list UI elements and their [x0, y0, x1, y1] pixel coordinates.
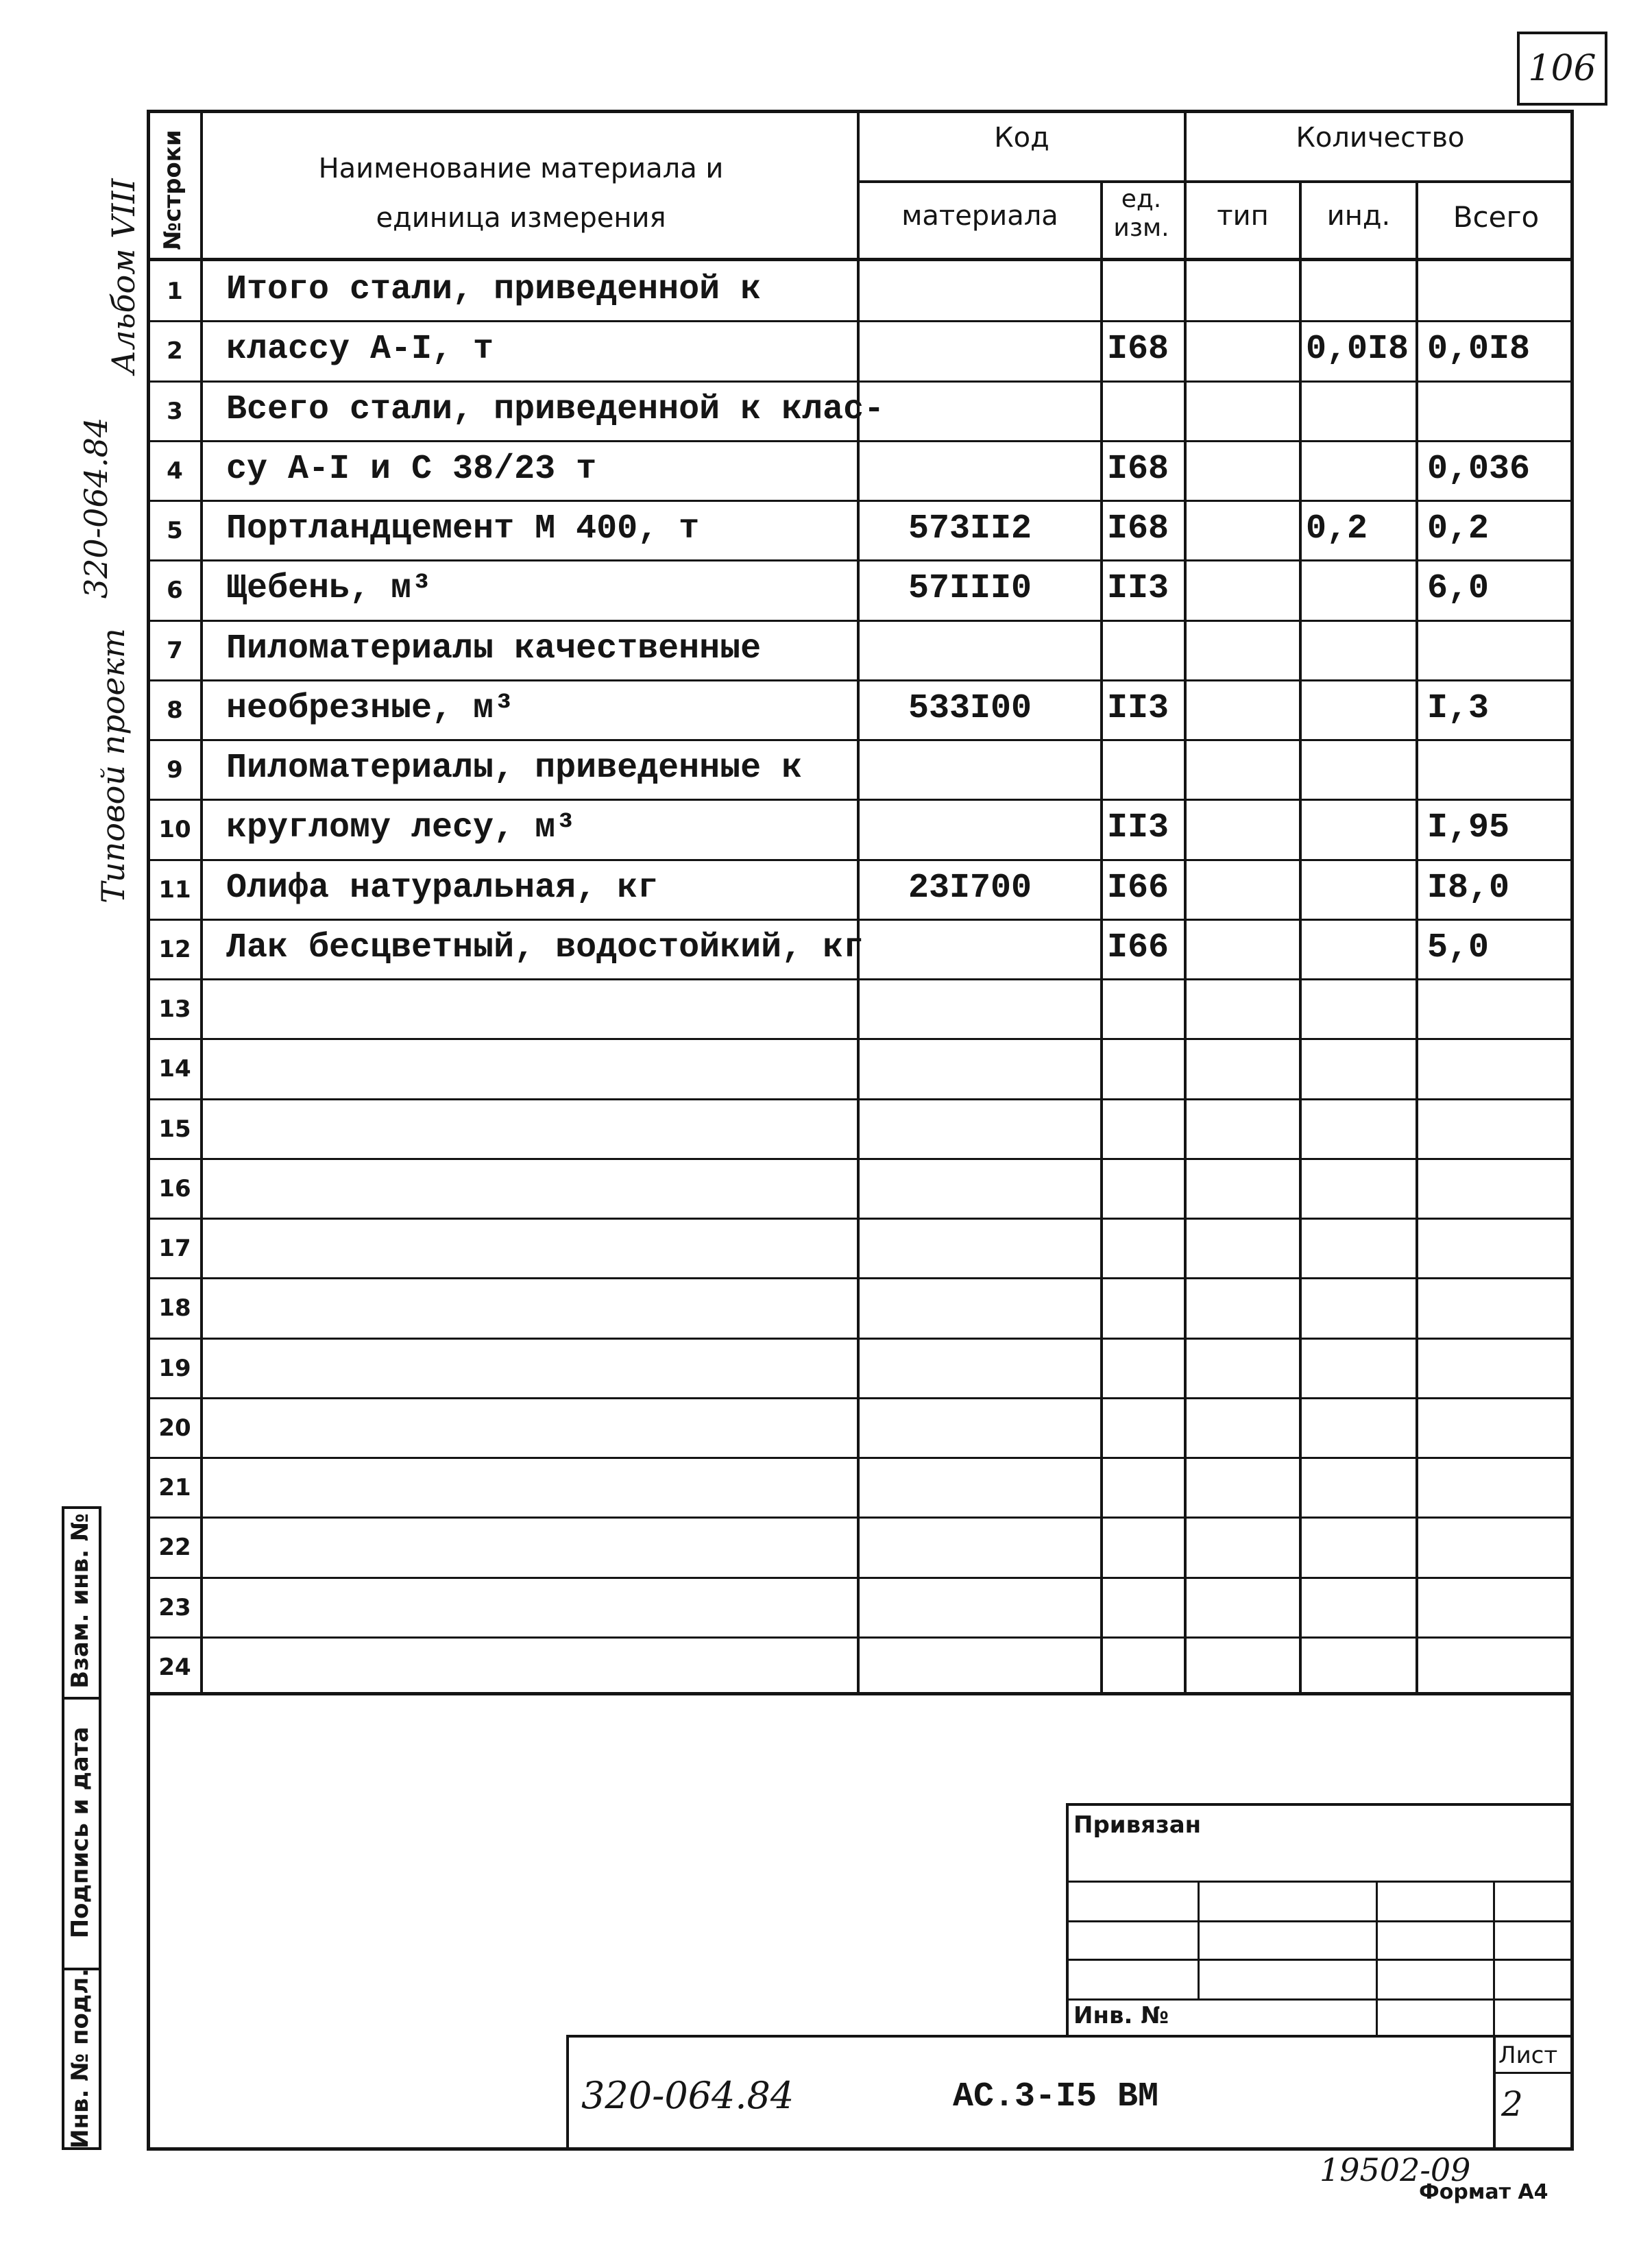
attached-col-2 [1376, 1881, 1378, 2036]
row-total: 5,0 [1427, 928, 1490, 967]
row-line [147, 799, 1574, 801]
attached-col-3 [1493, 1881, 1495, 2036]
row-line [147, 1577, 1574, 1579]
header-row-number: №строки [159, 130, 186, 250]
row-number: 20 [158, 1414, 191, 1442]
row-total: 0,2 [1427, 509, 1490, 548]
row-name: Пиломатериалы качественные [226, 629, 762, 668]
document-code: АС.3-I5 ВМ [953, 2077, 1159, 2116]
row-name: Лак бесцветный, водостойкий, кг [226, 928, 864, 967]
row-code: 573II2 [908, 509, 1032, 548]
handwritten-number: 19502-09 [1320, 2151, 1471, 2188]
frame-right-lower [1570, 1695, 1574, 2150]
doc-block-left [566, 2035, 569, 2150]
row-unit: I68 [1107, 330, 1169, 369]
header-qty-total: Всего [1453, 200, 1540, 234]
header-qty-group: Количество [1296, 122, 1465, 154]
row-line [147, 1158, 1574, 1160]
sheet-number: 106 [1517, 32, 1607, 106]
stamp-top [62, 1506, 101, 1509]
row-ind: 0,0I8 [1306, 330, 1409, 369]
row-number: 2 [167, 337, 183, 365]
attached-line-4 [1066, 1998, 1574, 2001]
inv-no-label: Инв. № [1073, 2002, 1169, 2029]
row-total: I8,0 [1427, 869, 1510, 908]
project-type-label: Типовой проект [95, 628, 132, 904]
project-code-label: 320-064.84 [77, 417, 114, 599]
row-number: 24 [158, 1654, 191, 1681]
row-number: 23 [158, 1594, 191, 1621]
row-unit: I68 [1107, 509, 1169, 548]
attached-label: Привязан [1073, 1811, 1202, 1839]
attached-line-2 [1066, 1920, 1574, 1922]
row-code: 533I00 [908, 689, 1032, 728]
stamp-signature-date: Подпись и дата [66, 1726, 94, 1939]
stamp-outer-right [99, 1506, 101, 2149]
attached-top [1066, 1803, 1574, 1806]
row-line [147, 1457, 1574, 1459]
row-line [147, 1277, 1574, 1279]
row-number: 11 [158, 876, 191, 904]
row-number: 4 [167, 457, 183, 485]
row-number: 14 [158, 1055, 191, 1083]
row-line [147, 1397, 1574, 1399]
row-number: 12 [158, 936, 191, 963]
row-unit: II3 [1107, 808, 1169, 847]
row-total: 0,0I8 [1427, 330, 1531, 369]
row-number: 19 [158, 1355, 191, 1382]
stamp-replaced-inv: Взам. инв. № [66, 1513, 94, 1689]
attached-left [1066, 1803, 1069, 2036]
frame-left-lower [147, 1695, 150, 2150]
row-line [147, 440, 1574, 442]
doc-block-top [566, 2035, 1574, 2038]
row-number: 1 [167, 278, 183, 305]
row-number: 22 [158, 1534, 191, 1561]
row-line [147, 1218, 1574, 1220]
row-line [147, 1038, 1574, 1040]
header-name: Наименование материала и единица измерения [318, 153, 724, 234]
row-name: су А-I и С 38/23 т [226, 450, 597, 489]
row-name: Олифа натуральная, кг [226, 869, 659, 908]
row-number: 17 [158, 1235, 191, 1262]
attached-line-3 [1066, 1959, 1574, 1961]
header-unit: ед. изм. [1113, 185, 1169, 242]
row-line [147, 320, 1574, 322]
row-number: 21 [158, 1474, 191, 1501]
row-name: необрезные, м³ [226, 689, 515, 728]
album-label: Альбом VIII [105, 178, 142, 374]
row-unit: II3 [1107, 689, 1169, 728]
row-name: Всего стали, приведенной к клас- [226, 390, 885, 429]
row-line [147, 559, 1574, 561]
row-line [147, 859, 1574, 861]
stamp-original-inv: Инв. № подл. [66, 1968, 94, 2149]
sheet-label: Лист [1498, 2042, 1558, 2069]
col-line-type [1299, 180, 1302, 1695]
row-name: Щебень, м³ [226, 569, 433, 608]
frame-bottom [147, 2147, 1574, 2151]
row-number: 3 [167, 398, 183, 425]
row-number: 5 [167, 517, 183, 544]
row-number: 15 [158, 1115, 191, 1143]
format-label: Формат А4 [1419, 2180, 1548, 2204]
row-name: Итого стали, приведенной к [226, 270, 762, 309]
row-line [147, 919, 1574, 921]
row-line [147, 679, 1574, 681]
row-line [147, 1636, 1574, 1639]
row-number: 13 [158, 995, 191, 1023]
header-code-group: Код [994, 122, 1049, 154]
row-number: 8 [167, 697, 183, 724]
attached-col-1 [1198, 1881, 1200, 1998]
row-unit: II3 [1107, 569, 1169, 608]
header-code-material: материала [901, 200, 1058, 232]
handwritten-project-code: 320-064.84 [581, 2074, 794, 2117]
row-name: круглому лесу, м³ [226, 808, 576, 847]
row-unit: I66 [1107, 869, 1169, 908]
doc-block-sheet-divider [1493, 2072, 1574, 2074]
row-code: 57III0 [908, 569, 1032, 608]
row-total: I,95 [1427, 808, 1510, 847]
header-qty-type: тип [1217, 200, 1269, 232]
row-line [147, 739, 1574, 741]
row-ind: 0,2 [1306, 509, 1368, 548]
row-code: 23I700 [908, 869, 1032, 908]
row-number: 7 [167, 637, 183, 664]
row-name: Пиломатериалы, приведенные к [226, 749, 803, 788]
row-line [147, 1338, 1574, 1340]
row-number: 6 [167, 577, 183, 604]
row-total: I,3 [1427, 689, 1490, 728]
row-unit: I66 [1107, 928, 1169, 967]
row-total: 0,036 [1427, 450, 1531, 489]
row-number: 10 [158, 816, 191, 843]
row-line [147, 380, 1574, 383]
row-total: 6,0 [1427, 569, 1490, 608]
attached-line-1 [1066, 1881, 1574, 1883]
doc-block-sheet-left [1493, 2035, 1496, 2150]
row-line [147, 1098, 1574, 1100]
col-line-ind [1416, 180, 1418, 1695]
row-name: Портландцемент М 400, т [226, 509, 700, 548]
header-divider-code [857, 180, 1574, 183]
col-line-code [1100, 180, 1103, 1695]
header-qty-ind: инд. [1326, 200, 1391, 232]
stamp-div-1 [62, 1697, 101, 1700]
row-name: классу А-I, т [226, 330, 494, 369]
row-number: 16 [158, 1175, 191, 1203]
row-line [147, 500, 1574, 502]
row-line [147, 1517, 1574, 1519]
row-line [147, 620, 1574, 622]
sheet-value: 2 [1501, 2084, 1523, 2124]
header-bottom-line [147, 258, 1574, 261]
row-number: 18 [158, 1294, 191, 1322]
row-line [147, 978, 1574, 980]
row-unit: I68 [1107, 450, 1169, 489]
row-number: 9 [167, 756, 183, 784]
